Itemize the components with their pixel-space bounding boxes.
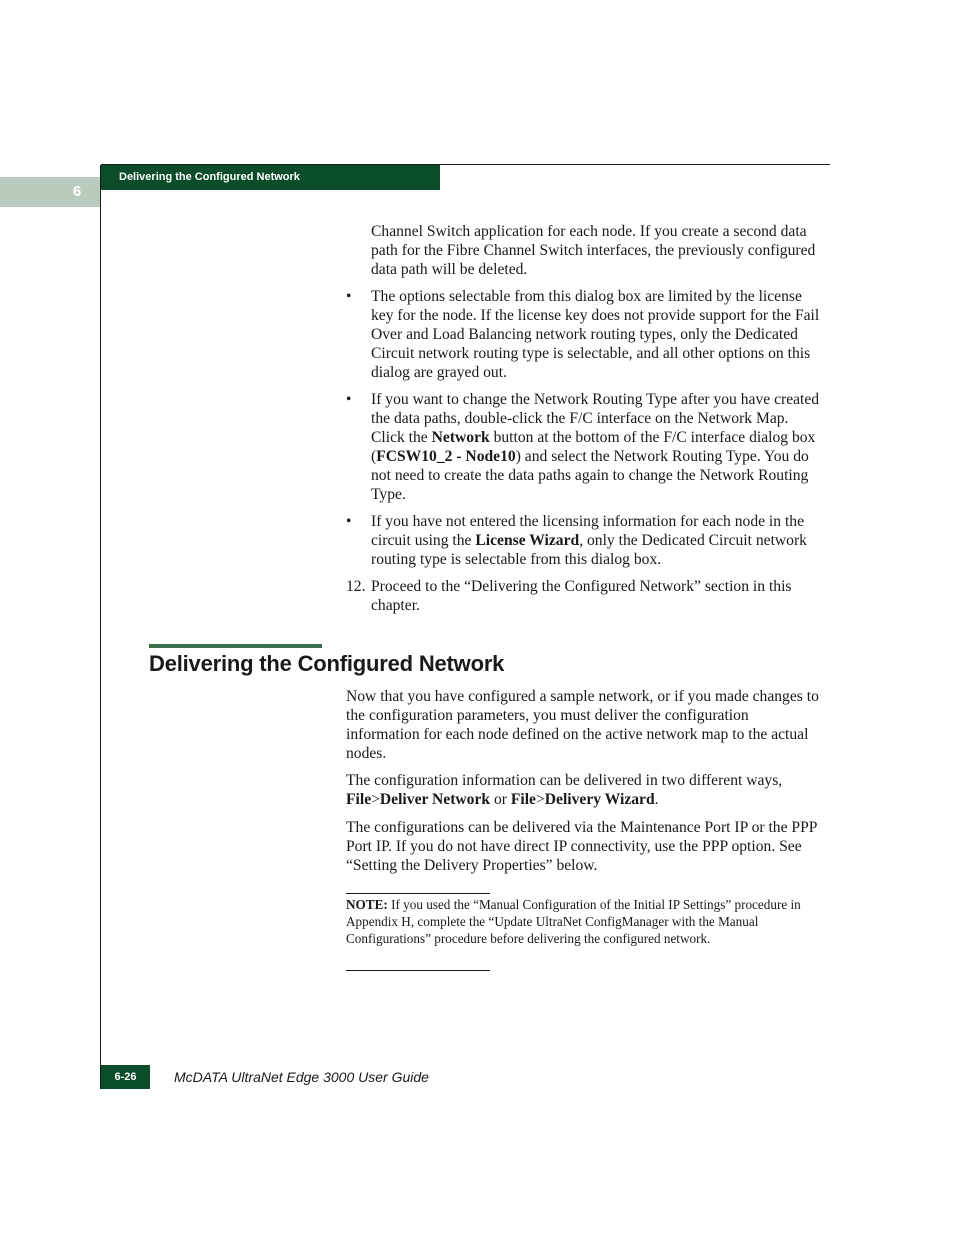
section-paragraph [346, 772, 824, 810]
note-text: If you used the “Manual Configuration of the Initial IP Settings” procedure in Appendix H, complete the “Update UltraNet ConfigManager with the Manual Configurations” procedure before delivering the configured network. [346, 897, 801, 946]
book-title: McDATA UltraNet Edge 3000 User Guide [174, 1069, 429, 1085]
section-heading: Delivering the Configured Network [149, 651, 505, 676]
bullet-marker: • [346, 391, 352, 408]
license-wizard-ref: License Wizard [475, 531, 580, 549]
running-header: Delivering the Configured Network [101, 165, 440, 190]
menu-ref-delivery-wizard: Delivery Wizard [544, 790, 655, 808]
note [346, 896, 826, 947]
menu-ref-file: File [346, 790, 372, 808]
page-number: 6-26 [101, 1065, 150, 1089]
menu-ref-file: File [510, 790, 536, 808]
bullet-item: The options selectable from this dialog box are limited by the license key for the node. If the license key does not provide support for the Fail Over and Load Balancing network routing types, only the Dedicated Circuit network routing type is selectable, and all other options on this dialog are grayed out. [371, 288, 820, 381]
bullet-item [371, 513, 823, 570]
menu-separator: > [535, 790, 545, 808]
paragraph-text: . [654, 790, 659, 808]
menu-ref-deliver-network: Deliver Network [379, 790, 491, 808]
paragraph-text: or [490, 790, 511, 808]
chapter-number: 6 [72, 183, 82, 200]
note-label: NOTE: [346, 897, 388, 912]
bullet-text: If you have not entered the licensing information for each node in the circuit using the [371, 513, 805, 549]
paragraph-text: The configuration information can be delivered in two different ways, [346, 772, 783, 789]
step-text: Proceed to the “Delivering the Configured Network” section in this chapter. [371, 578, 792, 614]
note-top-rule [346, 893, 490, 894]
section-paragraph: Now that you have configured a sample network, or if you made changes to the configuration parameters, you must deliver the configuration information for each node defined on the active network map to the actual nodes. [346, 688, 819, 762]
continued-paragraph: Channel Switch application for each node. If you create a second data path for the Fibre Channel Switch interfaces, the previously configured data path will be deleted. [371, 223, 816, 278]
bullet-item [371, 391, 823, 504]
note-bottom-rule [346, 970, 490, 971]
bullet-text: ) and select the Network Routing Type. You do not need to create the data paths again to change the Network Routing Type. [371, 447, 809, 503]
dialog-name-ref: FCSW10_2 - Node10 [376, 447, 516, 465]
bullet-text: , only the Dedicated Circuit network routing type is selectable from this dialog box. [371, 531, 807, 568]
section-heading-rule [149, 644, 322, 648]
menu-separator: > [371, 790, 380, 808]
margin-rule [100, 165, 101, 1089]
bullet-marker: • [346, 288, 352, 305]
bullet-marker: • [346, 513, 352, 530]
network-button-ref: Network [431, 428, 490, 446]
step-number: 12. [346, 578, 366, 595]
section-paragraph: The configurations can be delivered via the Maintenance Port IP or the PPP Port IP. If you do not have direct IP connectivity, use the PPP option. See “Setting the Delivery Properties” below. [346, 819, 817, 874]
bullet-text: button at the bottom of the F/C interface dialog box ( [371, 428, 816, 465]
bullet-text: If you want to change the Network Routing Type after you have created the data paths, double-click the F/C interface on the Network Map. Click the [371, 391, 820, 446]
